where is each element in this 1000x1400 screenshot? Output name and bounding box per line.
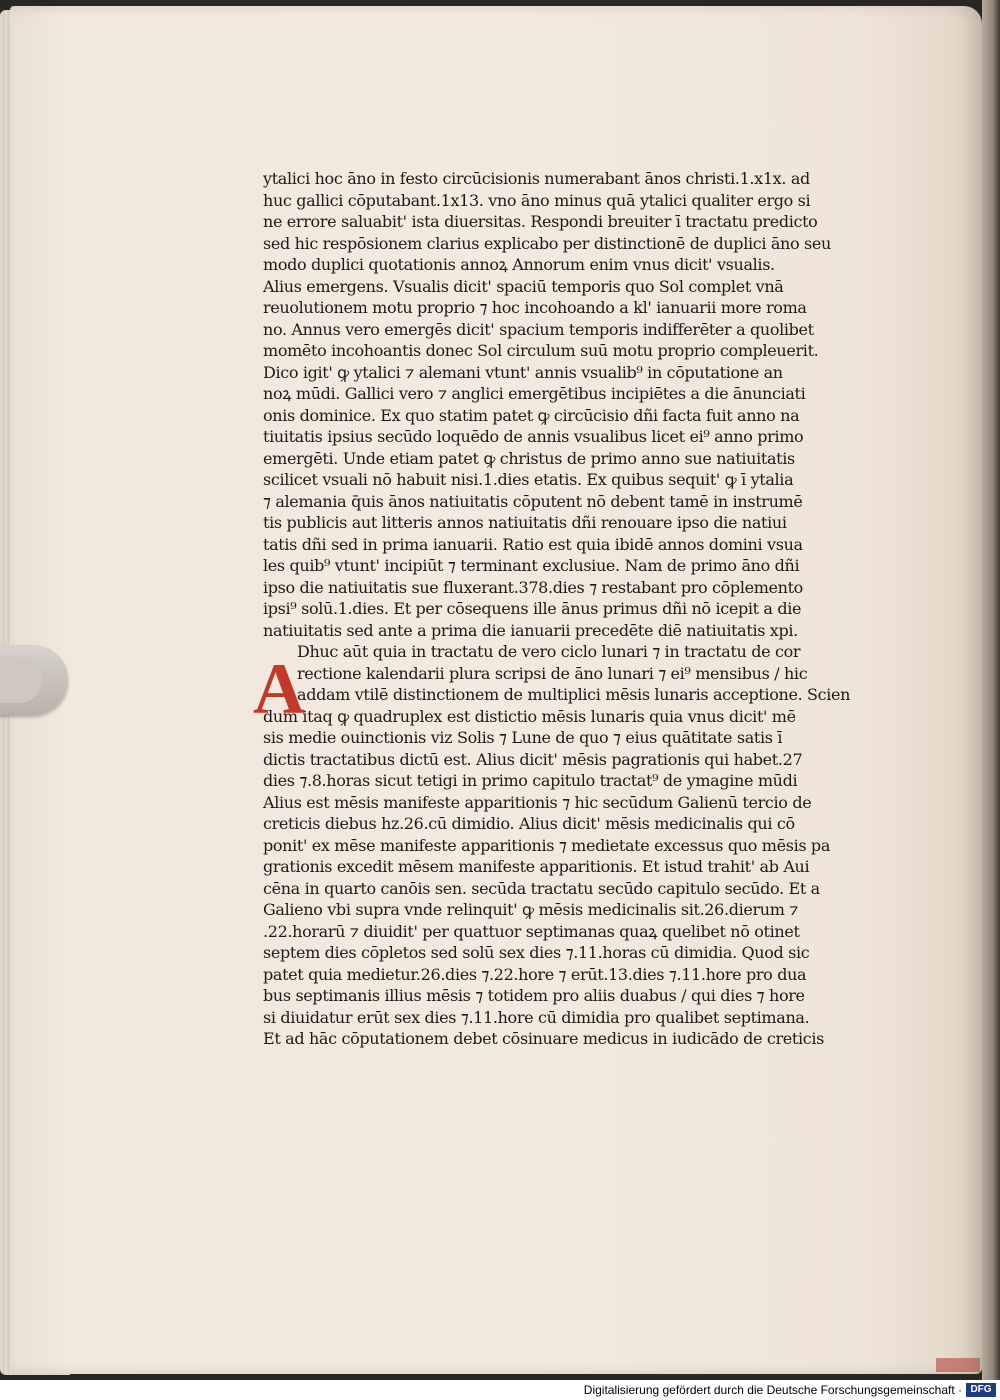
- text-line: no. Annus vero emergēs dicit' spacium temporis indifferēter a quolibet: [263, 319, 814, 339]
- text-line: noꝝ mūdi. Gallici vero ⁊ anglici emergētibus incipiētes a die ānunciati: [263, 384, 806, 403]
- text-line: tiuitatis ipsius secūdo loquēdo de annis vsualibus licet ei⁹ anno primo: [263, 427, 804, 446]
- dfg-logo: DFG: [966, 1383, 996, 1397]
- text-line: tis publicis aut litteris annos natiuitatis dñi renouare ipso die natiui: [263, 513, 787, 532]
- text-line: ponit' ex mēse manifeste apparitionis ⁊ medietate excessus quo mēsis pa: [263, 835, 831, 855]
- book-clasp: [0, 645, 68, 715]
- text-line: ipsi⁹ solū.1.dies. Et per cōsequens ille ānus primus dñi nō icepit a die: [263, 599, 802, 618]
- text-line: grationis excedit mēsem manifeste apparitionis. Et istud trahit' ab Aui: [263, 857, 810, 876]
- text-line: ipso die natiuitatis sue fluxerant.378.dies ⁊ restabant pro cōplemento: [263, 577, 803, 597]
- text-line: addam vtilē distinctionem de multiplici mēsis lunaris acceptione. Scien: [297, 685, 851, 704]
- text-line: huc gallici cōputabant.1x13. vno āno minus quā ytalici qualiter ergo si: [263, 190, 811, 210]
- text-line: ytalici hoc āno in festo circūcisionis numerabant ānos christi.1.x1x. ad: [263, 169, 810, 188]
- text-line: ne errore saluabit' ista diuersitas. Respondi breuiter ī tractatu predicto: [263, 212, 818, 231]
- text-line: ⁊ alemania q̄uis ānos natiuitatis cōputent nō debent tamē in instrumē: [263, 491, 803, 511]
- red-page-mark: [936, 1358, 980, 1372]
- text-line: onis dominice. Ex quo statim patet ꝙ circūcisio dñi facta fuit anno na: [263, 405, 800, 425]
- text-line: .22.horarū ⁊ diuidit' per quattuor septimanas quaꝝ quelibet nō otinet: [263, 921, 800, 941]
- text-line: patet quia medietur.26.dies ⁊.22.hore ⁊ erūt.13.dies ⁊.11.hore pro dua: [263, 964, 807, 984]
- text-line: dictis tractatibus dictū est. Alius dicit' mēsis pagrationis qui habet.27: [263, 749, 803, 769]
- text-line: sed hic respōsionem clarius explicabo per distinctionē de duplici āno seu: [263, 233, 831, 253]
- text-line: emergēti. Unde etiam patet ꝙ christus de primo anno sue natiuitatis: [263, 448, 795, 468]
- page-gutter-edge: [982, 0, 1000, 1380]
- incunabula-text-block: [253, 168, 863, 1050]
- text-line: Et ad hāc cōputationem debet cōsinuare medicus in iudicādo de creticis: [263, 1029, 825, 1048]
- text-line: momēto incohoantis donec Sol circulum suū motu proprio compleuerit.: [263, 341, 819, 360]
- text-line: bus septimanis illius mēsis ⁊ totidem pro aliis duabus / qui dies ⁊ hore: [263, 986, 805, 1005]
- text-line: natiuitatis sed ante a prima die ianuarii precedēte diē natiuitatis xpi.: [263, 620, 798, 640]
- text-line: scilicet vsuali nō habuit nisi.1.dies etatis. Ex quibus sequit' ꝙ ī ytalia: [263, 470, 794, 489]
- text-line: tatis dñi sed in prima ianuarii. Ratio est quia ibidē annos domini vsua: [263, 534, 803, 554]
- footer-credit: Digitalisierung gefördert durch die Deutsche Forschungsgemeinschaft ·: [583, 1383, 962, 1397]
- text-line: cēna in quarto canōis sen. secūda tractatu secūdo capitulo secūdo. Et a: [263, 878, 820, 898]
- rubricated-initial: A: [253, 649, 305, 729]
- text-line: septem dies cōpletos sed solū sex dies ⁊.11.horas cū dimidia. Quod sic: [263, 943, 810, 962]
- text-line: rectione kalendarii plura scripsi de āno lunari ⁊ ei⁹ mensibus / hic: [297, 663, 808, 683]
- text-line: creticis diebus hz.26.cū dimidio. Alius dicit' mēsis medicinalis qui cō: [263, 814, 795, 833]
- text-line: modo duplici quotationis annoꝝ Annorum enim vnus dicit' vsualis.: [263, 255, 775, 274]
- text-line: dum itaq ꝙ quadruplex est distictio mēsis lunaris quia vnus dicit' mē: [263, 706, 796, 726]
- text-line: Alius emergens. Vsualis dicit' spaciū temporis quo Sol complet vnā: [263, 276, 784, 296]
- book-clasp-inner: [0, 657, 42, 703]
- text-line: si diuidatur erūt sex dies ⁊.11.hore cū dimidia pro qualibet septimana.: [263, 1007, 810, 1027]
- text-line: Galieno vbi supra vnde relinquit' ꝙ mēsis medicinalis sit.26.dierum ⁊: [263, 900, 799, 919]
- text-line: dies ⁊.8.horas sicut tetigi in primo capitulo tractat⁹ de ymagine mūdi: [263, 771, 798, 790]
- text-line: Alius est mēsis manifeste apparitionis ⁊ hic secūdum Galienū tercio de: [263, 792, 812, 812]
- text-line: sis medie ouinctionis viz Solis ⁊ Lune de quo ⁊ eius quātitate satis ī: [263, 728, 783, 747]
- text-line: Dhuc aūt quia in tractatu de vero ciclo lunari ⁊ in tractatu de cor: [297, 642, 801, 661]
- text-line: Dico igit' ꝙ ytalici ⁊ alemani vtunt' annis vsualib⁹ in cōputatione an: [263, 362, 783, 382]
- text-line: reuolutionem motu proprio ⁊ hoc incohoando a kl' ianuarii more roma: [263, 298, 807, 317]
- digitization-footer: [0, 1380, 1000, 1400]
- text-line: les quib⁹ vtunt' incipiūt ⁊ terminant exclusiue. Nam de primo āno dñi: [263, 556, 800, 575]
